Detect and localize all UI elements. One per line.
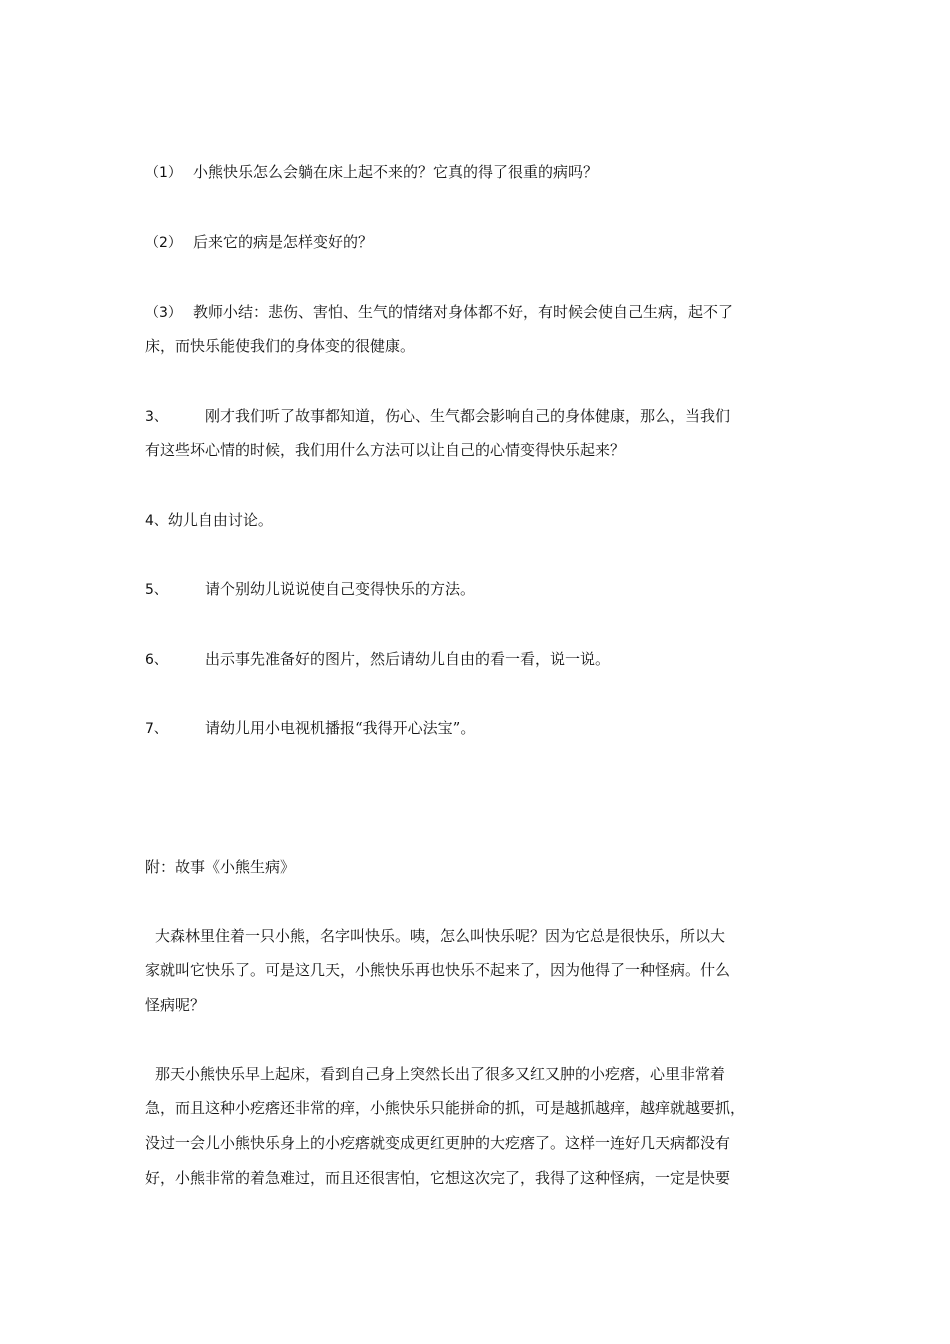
question-3-continuation (145, 336, 415, 356)
step-number: 3、 (145, 409, 168, 425)
step-3-continuation (145, 440, 625, 460)
story-paragraph-2-line-3: 没过一会儿小熊快乐身上的小疙瘩就变成更红更肿的大疙瘩了。这样一连好几天病都没有 (145, 1134, 731, 1152)
step-text: 请个别幼儿说说使自己变得快乐的方法。 (205, 580, 476, 598)
question-text: 小熊快乐怎么会躺在床上起不来的？它真的得了很重的病吗？ (193, 163, 599, 181)
question-3 (145, 302, 733, 323)
story-paragraph-2-line-1: 那天小熊快乐早上起床，看到自己身上突然长出了很多又红又肿的小疙瘩，心里非常着 (155, 1065, 726, 1083)
question-text: 教师小结：悲伤、害怕、生气的情绪对身体都不好，有时候会使自己生病，起不了 (193, 303, 734, 321)
step-text: 刚才我们听了故事都知道，伤心、生气都会影响自己的身体健康，那么，当我们 (205, 407, 731, 425)
step-text: 幼儿自由讨论。 (167, 511, 273, 529)
step-number: 4、 (145, 513, 168, 529)
story-paragraph-2-line-4: 好，小熊非常的着急难过，而且还很害怕，它想这次完了，我得了这种怪病，一定是快要 (145, 1169, 731, 1187)
step-number: 6、 (145, 652, 168, 668)
story-paragraph-2-line-2: 急，而且这种小疙瘩还非常的痒，小熊快乐只能拼命的抓，可是越抓越痒，越痒就越要抓， (145, 1099, 746, 1117)
step-number: 7、 (145, 721, 168, 737)
story-paragraph-1-line-1: 大森林里住着一只小熊，名字叫快乐。咦，怎么叫快乐呢？因为它总是很快乐，所以大 (155, 927, 726, 945)
appendix-title: 附：故事《小熊生病》 (145, 858, 296, 876)
question-number: （1） (145, 165, 182, 181)
step-number: 5、 (145, 582, 168, 598)
story-paragraph-1-line-2: 家就叫它快乐了。可是这几天，小熊快乐再也快乐不起来了，因为他得了一种怪病。什么 (145, 961, 731, 979)
question-number: （3） (145, 305, 182, 321)
question-2 (145, 232, 373, 253)
step-6 (145, 649, 610, 670)
question-1 (145, 162, 598, 183)
step-text: 有这些坏心情的时候，我们用什么方法可以让自己的心情变得快乐起来？ (145, 441, 626, 459)
step-7 (145, 718, 475, 739)
story-paragraph-1-line-3: 怪病呢？ (145, 996, 206, 1014)
step-text: 出示事先准备好的图片，然后请幼儿自由的看一看，说一说。 (205, 650, 611, 668)
question-text: 床，而快乐能使我们的身体变的很健康。 (145, 337, 416, 355)
question-text: 后来它的病是怎样变好的？ (193, 233, 374, 251)
step-5 (145, 579, 475, 600)
step-text: 请幼儿用小电视机播报“我得开心法宝”。 (205, 719, 476, 737)
step-4 (145, 510, 273, 531)
step-3 (145, 406, 730, 427)
question-number: （2） (145, 235, 182, 251)
